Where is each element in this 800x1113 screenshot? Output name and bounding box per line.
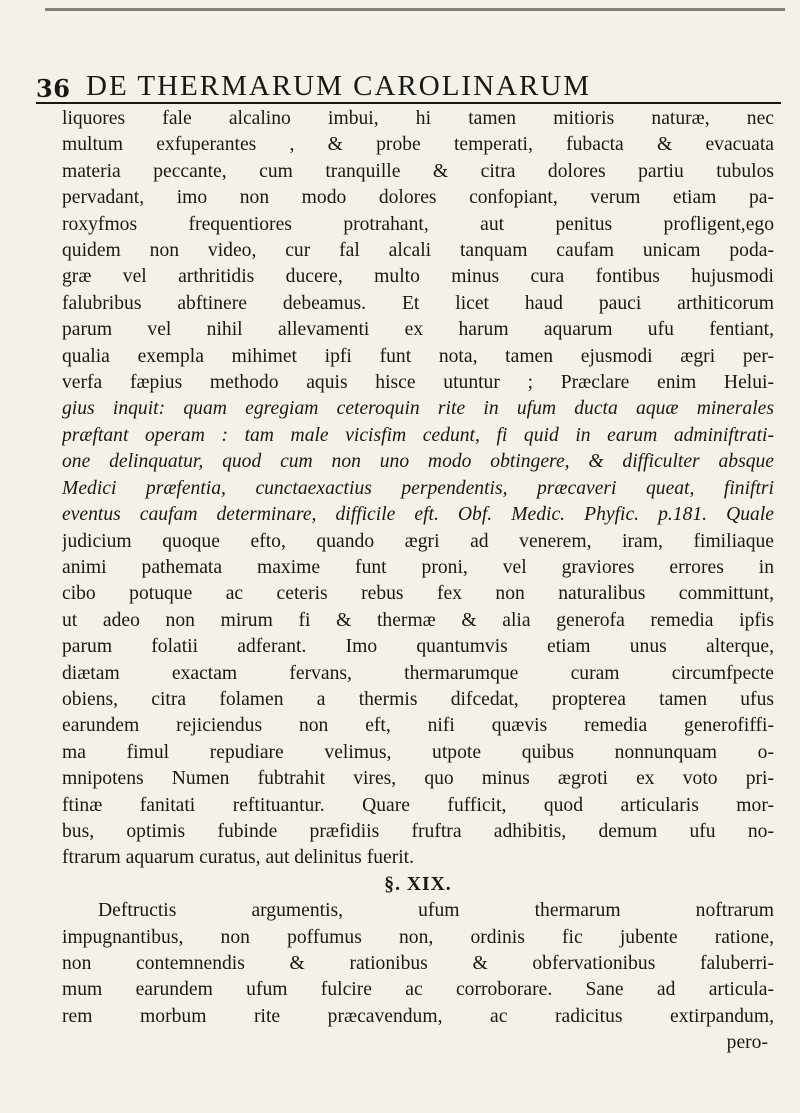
page-number: 36	[36, 74, 71, 103]
section-heading: §. XIX.	[384, 873, 452, 895]
text-line: ftrarum aquarum curatus, aut delinitus fuerit.	[62, 847, 415, 869]
page-header	[36, 64, 781, 104]
body-text	[62, 106, 774, 1057]
text-line: Deftructis argumentis, ufum thermarum noftrarum	[98, 900, 774, 922]
text-line: materia peccante, cum tranquille & citra dolores partiu tubulos	[62, 160, 774, 182]
text-line: parum vel nihil allevamenti ex harum aquarum ufu fentiant,	[62, 319, 774, 341]
quotation-line: Medici præfentia, cunctaexactius perpendentis, præcaveri queat, finiftri	[62, 477, 774, 499]
text-line: pervadant, imo non modo dolores confopiant, verum etiam pa-	[62, 187, 774, 209]
text-line: animi pathemata maxime funt proni, vel graviores errores in	[62, 556, 774, 578]
text-line: impugnantibus, non poffumus non, ordinis fic jubente ratione,	[62, 926, 774, 948]
text-line: ma fimul repudiare velimus, utpote quibus nonnunquam o-	[62, 741, 774, 763]
text-line: multum exfuperantes , & probe temperati, fubacta & evacuata	[62, 134, 774, 156]
quotation-line: eventus caufam determinare, difficile eft. Obf. Medic. Phyfic. p.181. Quale	[62, 504, 774, 526]
text-line: mum earundem ufum fulcire ac corroborare. Sane ad articula-	[62, 979, 774, 1001]
text-line: græ vel arthritidis ducere, multo minus cura fontibus hujusmodi	[62, 266, 774, 288]
text-line: judicium quoque efto, quando ægri ad venerem, iram, fimiliaque	[62, 530, 774, 552]
running-head: DE THERMARUM CAROLINARUM	[86, 70, 592, 102]
text-line: mnipotens Numen fubtrahit vires, quo minus ægroti ex voto pri-	[62, 768, 774, 790]
text-line: non contemnendis & rationibus & obfervationibus faluberri-	[62, 953, 774, 974]
text-line: parum folatii adferant. Imo quantumvis etiam unus alterque,	[62, 636, 774, 658]
text-line: quidem non video, cur fal alcali tanquam caufam unicam poda-	[62, 240, 774, 262]
text-line: earundem rejiciendus non eft, nifi quævis remedia generofiffi-	[62, 715, 774, 737]
top-edge-rule	[45, 8, 785, 11]
text-line: rem morbum rite præcavendum, ac radicitus extirpandum,	[62, 1005, 774, 1027]
text-line: roxyfmos frequentiores protrahant, aut penitus profligent,ego	[62, 213, 774, 235]
text-line: ftinæ fanitati reftituantur. Quare fufficit, quod articularis mor-	[62, 794, 774, 816]
text-line: qualia exempla mihimet ipfi funt nota, tamen ejusmodi ægri per-	[62, 345, 774, 367]
text-line: diætam exactam fervans, thermarumque curam circumfpecte	[62, 662, 774, 684]
text-line: ut adeo non mirum fi & thermæ & alia generofa remedia ipfis	[62, 609, 774, 631]
quotation-line: gius inquit: quam egregiam ceteroquin rite in ufum ducta aquæ minerales	[62, 398, 774, 420]
quotation-line: one delinquatur, quod cum non uno modo obtingere, & difficulter absque	[62, 451, 774, 473]
text-line: liquores fale alcalino imbui, hi tamen mitioris naturæ, nec	[62, 108, 774, 129]
text-line: verfa fæpius methodo aquis hisce utuntur ; Præclare enim Helui-	[62, 372, 774, 394]
text-line: bus, optimis fubinde præfidiis fruftra adhibitis, demum ufu no-	[62, 820, 774, 842]
text-line: cibo potuque ac ceteris rebus fex non naturalibus committunt,	[62, 583, 774, 605]
text-line: obiens, citra folamen a thermis difcedat, propterea tamen ufus	[62, 688, 774, 710]
catchword: pero-	[726, 1032, 768, 1054]
text-line: falubribus abftinere debeamus. Et licet haud pauci arthiticorum	[62, 292, 774, 314]
quotation-line: præftant operam : tam male vicisfim cedunt, fi quid in earum adminiftrati-	[62, 424, 774, 446]
